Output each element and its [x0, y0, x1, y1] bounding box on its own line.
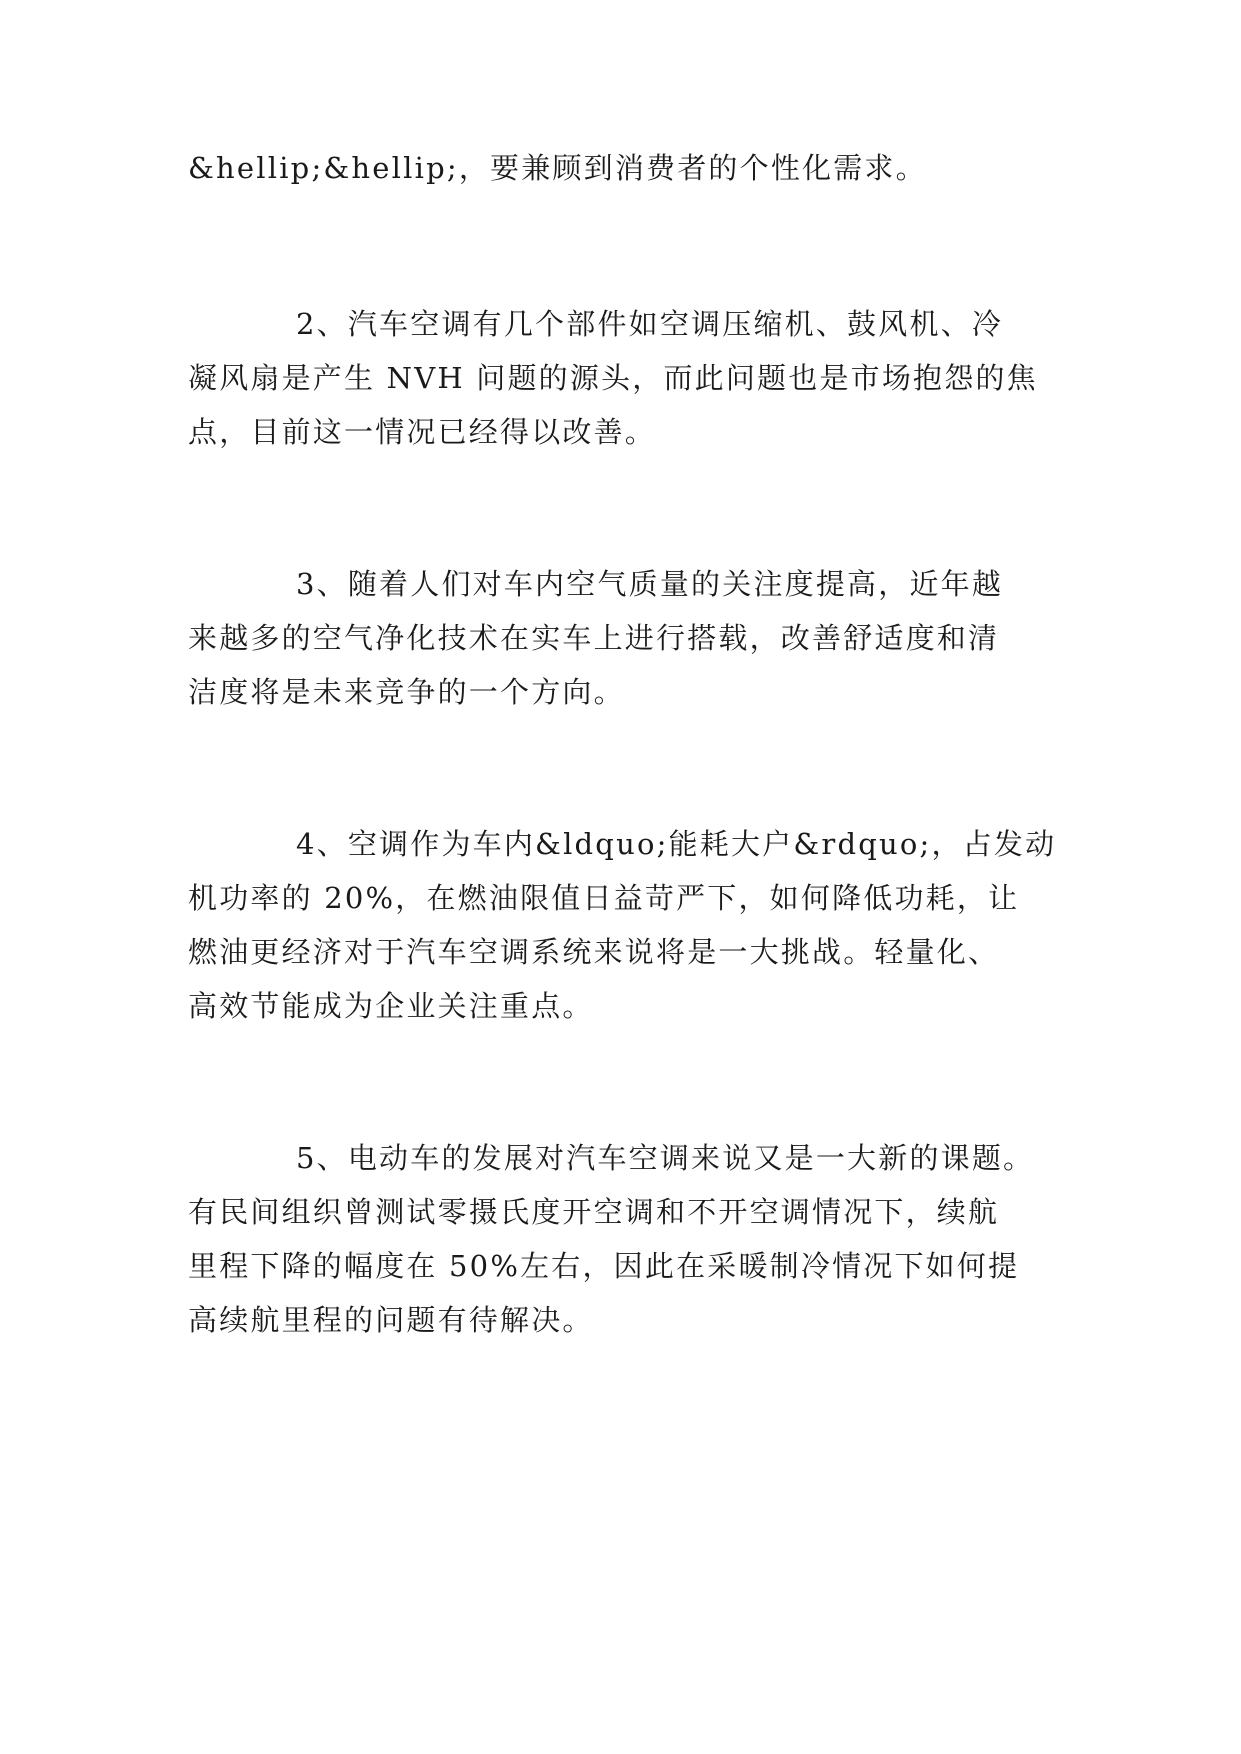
paragraph-4-line-2: 机功率的 20%，在燃油限值日益苛严下，如何降低功耗，让: [188, 881, 1020, 915]
paragraph-3-line-1: 3、随着人们对车内空气质量的关注度提高，近年越: [296, 567, 1004, 601]
paragraph-5-line-1: 5、电动车的发展对汽车空调来说又是一大新的课题。: [296, 1141, 1035, 1175]
paragraph-5-line-4: 高续航里程的问题有待解决。: [188, 1303, 594, 1337]
paragraph-4-line-1: 4、空调作为车内&ldquo;能耗大户&rdquo;，占发动: [296, 827, 1057, 861]
paragraph-4-line-3: 燃油更经济对于汽车空调系统来说将是一大挑战。轻量化、: [188, 935, 1000, 969]
paragraph-3-line-2: 来越多的空气净化技术在实车上进行搭载，改善舒适度和清: [188, 621, 1000, 655]
paragraph-2-line-2: 凝风扇是产生 NVH 问题的源头，而此问题也是市场抱怨的焦: [188, 361, 1038, 395]
paragraph-5-line-2: 有民间组织曾测试零摄氏度开空调和不开空调情况下，续航: [188, 1195, 1000, 1229]
paragraph-3-line-3: 洁度将是未来竞争的一个方向。: [188, 675, 625, 709]
paragraph-1-line-1: &hellip;&hellip;，要兼顾到消费者的个性化需求。: [188, 151, 927, 185]
paragraph-5-line-3: 里程下降的幅度在 50%左右，因此在采暖制冷情况下如何提: [188, 1249, 1020, 1283]
paragraph-2-line-3: 点，目前这一情况已经得以改善。: [188, 415, 657, 449]
paragraph-2-line-1: 2、汽车空调有几个部件如空调压缩机、鼓风机、冷: [296, 307, 1004, 341]
paragraph-4-line-4: 高效节能成为企业关注重点。: [188, 989, 594, 1023]
